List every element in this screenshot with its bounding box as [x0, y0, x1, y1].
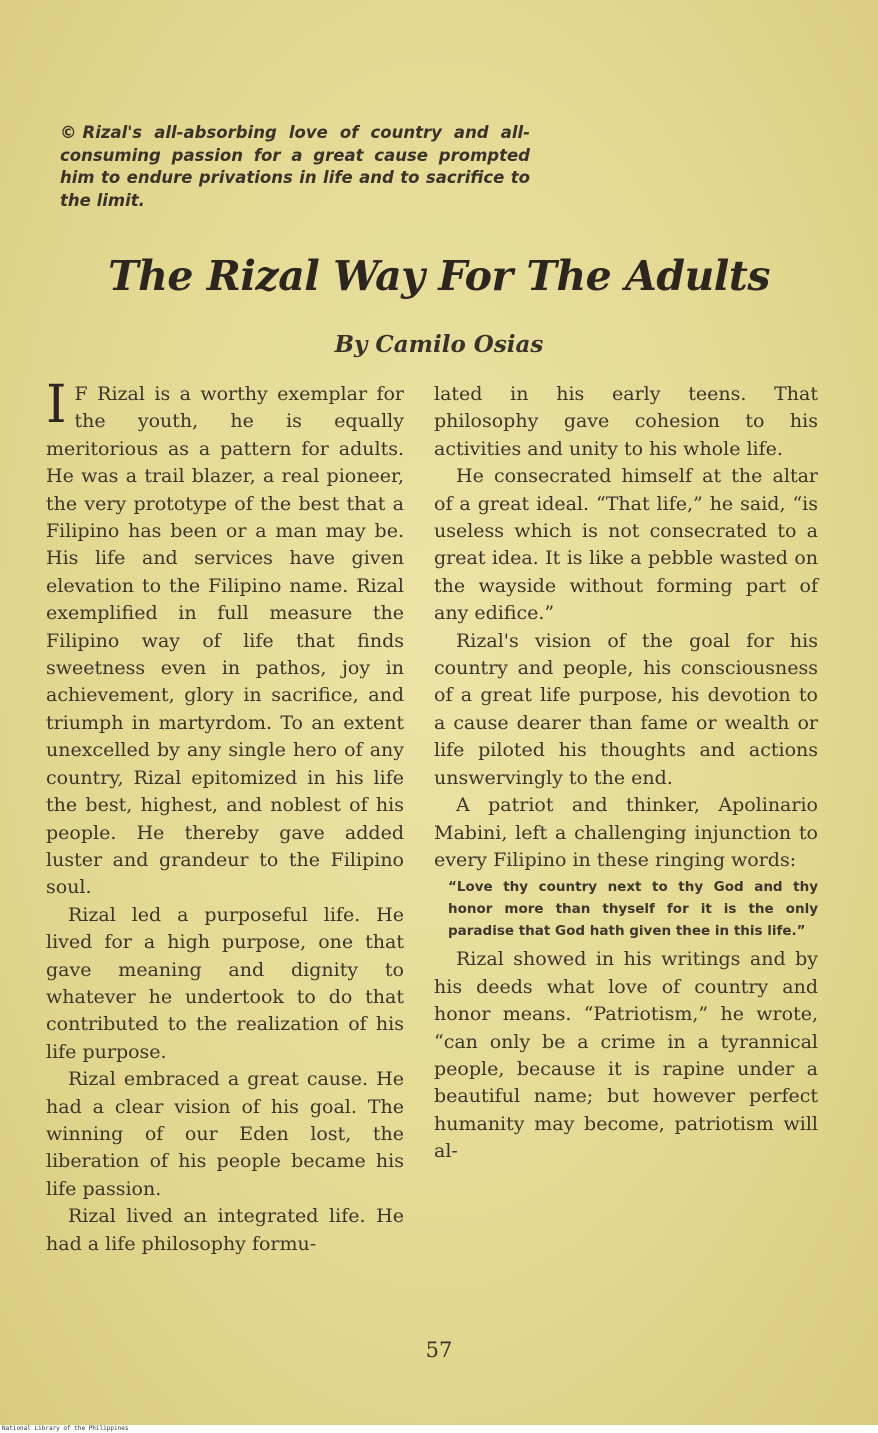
- intro-blurb: [60, 122, 530, 212]
- right-column: [434, 381, 818, 1166]
- page-number: 57: [425, 1338, 453, 1362]
- copyright-mark: ©: [60, 123, 77, 142]
- drop-cap: I: [46, 375, 67, 435]
- paragraph: A patriot and thinker, Apolinario Mabini, left a challenging injunction to every Filipino in these ringing words:: [434, 794, 818, 871]
- paragraph: Rizal embraced a great cause. He had a clear vision of his goal. The winning of our Eden lost, the liberation of his people became his life passion.: [46, 1068, 404, 1200]
- intro-text: Rizal's all-absorbing love of country and all-consuming passion for a great cause prompted him to endure privations in life and to sacrifice to the limit.: [60, 123, 530, 210]
- left-column: [46, 375, 404, 1258]
- paragraph: lated in his early teens. That philosophy gave cohesion to his activities and unity to his whole life.: [434, 383, 818, 460]
- paragraph: Rizal's vision of the goal for his country and people, his consciousness of a great life purpose, his devotion to a cause dearer than fame or wealth or life piloted his thoughts and actions unswervingly to the end.: [434, 629, 818, 789]
- paragraph: Rizal led a purposeful life. He lived for a high purpose, one that gave meaning and dignity to whatever he undertook to do that contributed to the realization of his life purpose.: [46, 903, 404, 1063]
- paragraph: Rizal showed in his writings and by his deeds what love of country and honor means. “Patriotism,” he wrote, “can only be a crime in a tyrannical people, because it is rapine under a beautiful name; but however perfect humanity may become, patriotism will al-: [434, 948, 818, 1163]
- paragraph: He consecrated himself at the altar of a great ideal. “That life,” he said, “is useless which is not consecrated to a great idea. It is like a pebble wasted on the wayside without forming part of any edifice.”: [434, 465, 818, 625]
- mabini-quote: “Love thy country next to thy God and thy honor more than thyself for it is the only paradise that God hath given thee in this life.”: [448, 879, 818, 940]
- paragraph: I F Rizal is a worthy exemplar for the youth, he is equally meritorious as a pattern for adults. He was a trail blazer, a real pioneer, the very prototype of the best that a Filipino has been or a man may be. His life and services have given elevation to the Filipino name. Rizal exemplified in full measure the Filipino way of life that finds sweetness even in pathos, joy in achievement, glory in sacrifice, and triumph in martyrdom. To an extent unexcelled by any single hero of any country, Rizal epitomized in his life the best, highest, and noblest of his people. He thereby gave added luster and grandeur to the Filipino soul.: [46, 375, 404, 899]
- paragraph: Rizal lived an integrated life. He had a life philosophy formu-: [46, 1205, 404, 1255]
- article-byline: By Camilo Osias: [334, 331, 544, 358]
- article-title: The Rizal Way For The Adults: [108, 252, 770, 300]
- library-credit: National Library of the Philippines: [0, 1425, 878, 1433]
